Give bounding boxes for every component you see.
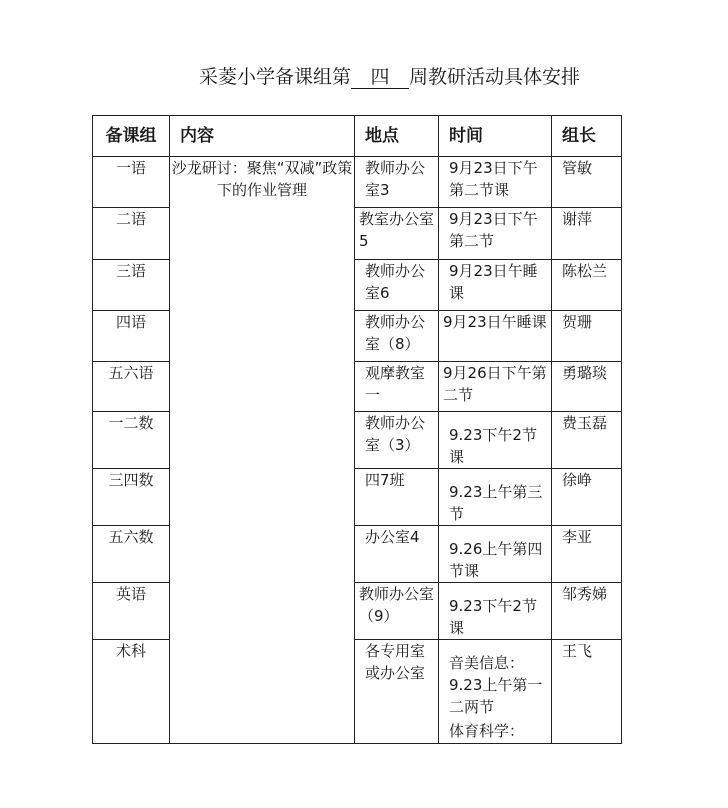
title-suffix: 周教研活动具体安排 xyxy=(409,66,581,88)
leader-cell: 邹秀娣 xyxy=(552,583,622,640)
leader-cell: 李亚 xyxy=(552,526,622,583)
content-text: 沙龙研讨：聚焦“双减”政策下的作业管理 xyxy=(171,159,353,199)
content-cell xyxy=(170,157,355,744)
place-cell: 四7班 xyxy=(355,469,439,526)
title-prefix: 采菱小学备课组第 xyxy=(199,66,352,88)
time-extra-text: 体育科学： xyxy=(449,722,525,740)
place-cell: 教师办公室（8） xyxy=(355,311,439,362)
leader-cell: 王飞 xyxy=(552,640,622,744)
place-cell: 各专用室或办公室 xyxy=(355,640,439,744)
place-cell: 教室办公室5 xyxy=(355,208,439,260)
leader-cell: 勇璐琰 xyxy=(552,362,622,412)
time-cell: 9月23日午睡课 xyxy=(439,311,552,362)
place-cell: 教师办公室6 xyxy=(355,260,439,311)
leader-cell: 费玉磊 xyxy=(552,412,622,469)
time-cell xyxy=(439,640,552,744)
time-cell: 9.23上午第三节 xyxy=(439,469,552,526)
place-cell: 办公室4 xyxy=(355,526,439,583)
header-time: 时间 xyxy=(439,116,552,157)
place-cell: 教师办公室3 xyxy=(355,157,439,208)
group-cell: 一语 xyxy=(93,157,170,208)
schedule-table xyxy=(92,115,622,744)
time-text: 音美信息：9.23上午第一二两节 xyxy=(449,654,543,716)
leader-cell: 管敏 xyxy=(552,157,622,208)
time-cell: 9.26上午第四节课 xyxy=(439,526,552,583)
header-place: 地点 xyxy=(355,116,439,157)
header-content: 内容 xyxy=(170,116,355,157)
time-cell: 9.23下午2节课 xyxy=(439,583,552,640)
place-cell: 观摩教室一 xyxy=(355,362,439,412)
leader-cell: 陈松兰 xyxy=(552,260,622,311)
leader-cell: 徐峥 xyxy=(552,469,622,526)
time-cell: 9.23下午2节课 xyxy=(439,412,552,469)
group-cell: 五六数 xyxy=(93,526,170,583)
group-cell: 英语 xyxy=(93,583,170,640)
group-cell: 四语 xyxy=(93,311,170,362)
table-row xyxy=(93,157,622,208)
place-cell: 教师办公室（9） xyxy=(355,583,439,640)
group-cell: 三语 xyxy=(93,260,170,311)
leader-cell: 贺珊 xyxy=(552,311,622,362)
group-cell: 三四数 xyxy=(93,469,170,526)
time-cell: 9月26日下午第二节 xyxy=(439,362,552,412)
leader-cell: 谢萍 xyxy=(552,208,622,260)
time-cell: 9月23日下午第二节 xyxy=(439,208,552,260)
page-title xyxy=(199,62,580,89)
header-group: 备课组 xyxy=(93,116,170,157)
group-cell: 一二数 xyxy=(93,412,170,469)
group-cell: 五六语 xyxy=(93,362,170,412)
place-cell: 教师办公室（3） xyxy=(355,412,439,469)
time-cell: 9月23日午睡课 xyxy=(439,260,552,311)
header-leader: 组长 xyxy=(552,116,622,157)
time-cell: 9月23日下午第二节课 xyxy=(439,157,552,208)
group-cell: 二语 xyxy=(93,208,170,260)
group-cell: 术科 xyxy=(93,640,170,744)
table-header-row xyxy=(93,116,622,157)
title-week-number: 四 xyxy=(351,66,409,89)
